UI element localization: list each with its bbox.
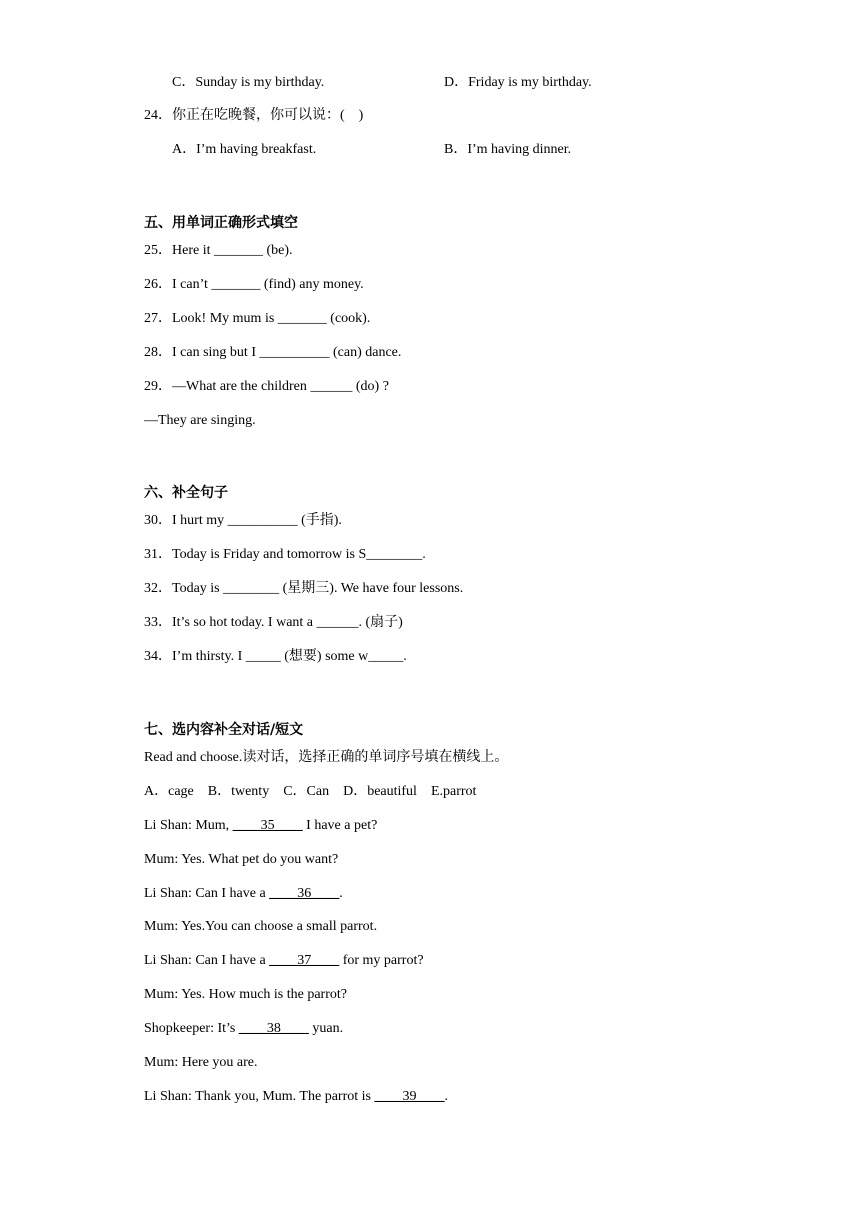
q26-blank[interactable]: _______ bbox=[211, 277, 261, 292]
blank-37[interactable]: ____37____ bbox=[269, 953, 340, 968]
q27-text: 27．Look! My mum is bbox=[144, 311, 278, 326]
q34-hint: (想要) some w_____. bbox=[280, 649, 407, 664]
q33-hint: . (扇子) bbox=[358, 615, 403, 630]
dialogue-text: Li Shan: Can I have a bbox=[144, 953, 270, 968]
dialogue-text: Li Shan: Mum, bbox=[144, 818, 233, 833]
q23-option-c: C．Sunday is my birthday. bbox=[172, 75, 325, 90]
blank-35[interactable]: ____35____ bbox=[232, 818, 303, 833]
q32-text: 32．Today is bbox=[144, 581, 224, 596]
q27-blank[interactable]: _______ bbox=[277, 311, 327, 326]
blank-39[interactable]: ____39____ bbox=[374, 1089, 445, 1104]
q33-text: 33．It’s so hot today. I want a bbox=[144, 615, 317, 630]
q34-blank[interactable]: _____ bbox=[245, 649, 281, 664]
q31-blank[interactable]: ________ bbox=[366, 547, 423, 562]
question-29 bbox=[144, 378, 389, 396]
q29-text: 29．—What are the children bbox=[144, 379, 311, 394]
q32-hint: (星期三). We have four lessons. bbox=[279, 581, 464, 596]
dialogue-line bbox=[144, 952, 424, 970]
dialogue-text-after: . bbox=[339, 886, 343, 901]
dialogue-line bbox=[144, 885, 343, 903]
question-28 bbox=[144, 344, 401, 362]
q29-answer-line: —They are singing. bbox=[144, 413, 256, 428]
dialogue-line bbox=[144, 817, 377, 835]
q26-hint: (find) any money. bbox=[260, 277, 364, 292]
question-31 bbox=[144, 546, 426, 564]
q28-hint: (can) dance. bbox=[329, 345, 402, 360]
q25-hint: (be). bbox=[262, 243, 293, 258]
question-30 bbox=[144, 512, 342, 530]
q23-option-d: D．Friday is my birthday. bbox=[444, 75, 592, 90]
dialogue-line bbox=[144, 1020, 343, 1038]
section-6-title: 六、补全句子 bbox=[144, 485, 228, 501]
question-26 bbox=[144, 276, 364, 294]
q30-hint: (手指). bbox=[297, 513, 342, 528]
q26-text: 26．I can’t bbox=[144, 277, 212, 292]
q24-option-a: A．I’m having breakfast. bbox=[172, 142, 317, 157]
dialogue-text: Shopkeeper: It’s bbox=[144, 1021, 239, 1036]
dialogue-line: Mum: Yes. What pet do you want? bbox=[144, 852, 339, 867]
question-27 bbox=[144, 310, 370, 328]
q25-text: 25．Here it bbox=[144, 243, 214, 258]
question-32 bbox=[144, 580, 463, 598]
dialogue-text-after: I have a pet? bbox=[302, 818, 378, 833]
q24-option-b: B．I’m having dinner. bbox=[444, 142, 572, 157]
dialogue-line bbox=[144, 1088, 448, 1106]
section-5-title: 五、用单词正确形式填空 bbox=[144, 215, 298, 231]
q28-text: 28．I can sing but I bbox=[144, 345, 260, 360]
section-7-instruction: Read and choose.读对话，选择正确的单词序号填在横线上。 bbox=[144, 750, 509, 765]
section-7-options: A．cage B．twenty C．Can D．beautiful E.parrot bbox=[144, 784, 477, 799]
q32-blank[interactable]: ________ bbox=[223, 581, 280, 596]
blank-38[interactable]: ____38____ bbox=[238, 1021, 309, 1036]
q28-blank[interactable]: __________ bbox=[259, 345, 330, 360]
question-25 bbox=[144, 242, 293, 260]
q31-hint: . bbox=[422, 547, 426, 562]
dialogue-text-after: . bbox=[444, 1089, 448, 1104]
question-33 bbox=[144, 614, 403, 632]
dialogue-text-after: yuan. bbox=[308, 1021, 344, 1036]
q27-hint: (cook). bbox=[326, 311, 371, 326]
dialogue-line: Mum: Here you are. bbox=[144, 1055, 258, 1070]
q30-text: 30．I hurt my bbox=[144, 513, 228, 528]
blank-36[interactable]: ____36____ bbox=[269, 886, 340, 901]
q34-text: 34．I’m thirsty. I bbox=[144, 649, 246, 664]
dialogue-line: Mum: Yes.You can choose a small parrot. bbox=[144, 919, 378, 934]
q31-text: 31．Today is Friday and tomorrow is S bbox=[144, 547, 367, 562]
q25-blank[interactable]: _______ bbox=[213, 243, 263, 258]
q33-blank[interactable]: ______ bbox=[316, 615, 359, 630]
section-7-title: 七、选内容补全对话/短文 bbox=[144, 722, 304, 738]
q24-stem: 24．你正在吃晚餐，你可以说：( ) bbox=[144, 108, 364, 123]
dialogue-text: Li Shan: Can I have a bbox=[144, 886, 270, 901]
q29-blank[interactable]: ______ bbox=[310, 379, 353, 394]
q30-blank[interactable]: __________ bbox=[227, 513, 298, 528]
dialogue-line: Mum: Yes. How much is the parrot? bbox=[144, 987, 347, 1002]
dialogue-text: Li Shan: Thank you, Mum. The parrot is bbox=[144, 1089, 375, 1104]
q29-hint: (do) ? bbox=[352, 379, 389, 394]
dialogue-text-after: for my parrot? bbox=[339, 953, 424, 968]
question-34 bbox=[144, 648, 407, 666]
